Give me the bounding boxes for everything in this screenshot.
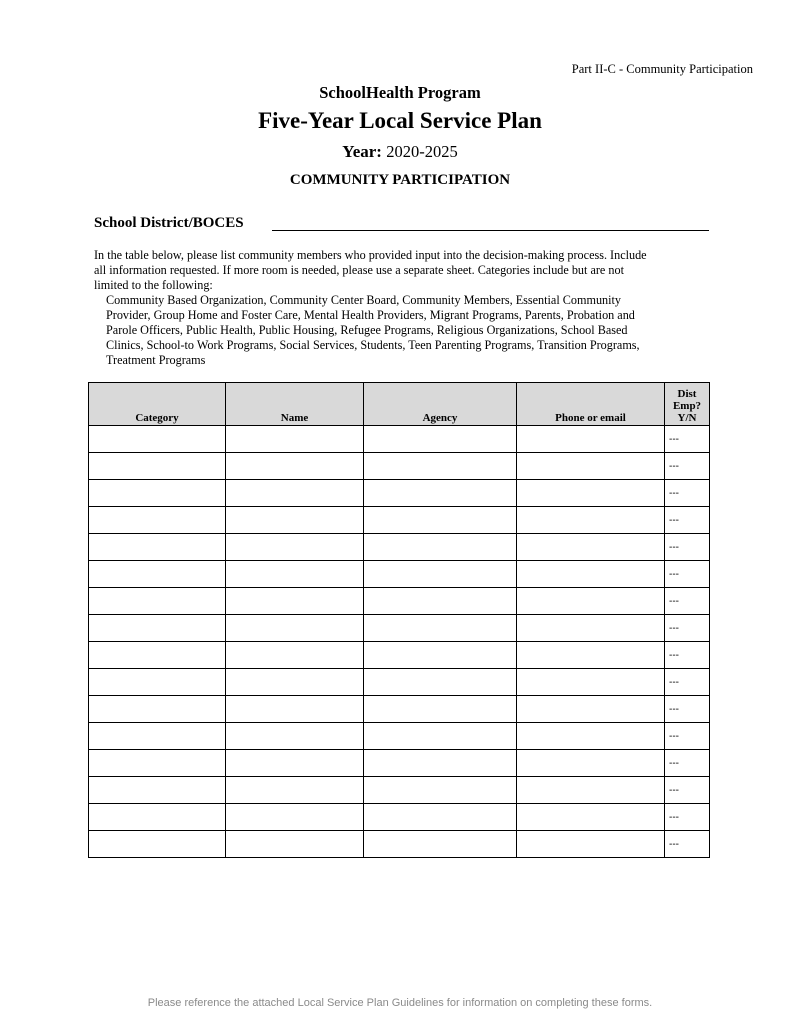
category-cell[interactable] [89,615,226,642]
contact-cell[interactable] [517,534,665,561]
footer-note: Please reference the attached Local Service Plan Guidelines for information on completing these forms. [147,997,653,1009]
contact-cell[interactable] [517,561,665,588]
table-row [89,426,710,453]
table-row [89,669,710,696]
category-cell[interactable] [89,507,226,534]
agency-cell[interactable] [364,507,517,534]
dist-emp-header-line1: Dist [677,388,697,400]
instructions [94,248,704,368]
dist-emp-select[interactable]: --- [665,480,710,507]
agency-cell[interactable] [364,615,517,642]
contact-cell[interactable] [517,615,665,642]
dist-emp-select[interactable]: --- [665,669,710,696]
agency-cell[interactable] [364,750,517,777]
name-cell[interactable] [226,561,364,588]
instruction-line: limited to the following: [94,278,213,292]
column-header-dist-emp [665,383,710,426]
category-cell[interactable] [89,750,226,777]
agency-cell[interactable] [364,588,517,615]
name-cell[interactable] [226,723,364,750]
categories-line: Provider, Group Home and Foster Care, Mental Health Providers, Migrant Programs, Parents, Probation and [106,308,635,322]
name-cell[interactable] [226,534,364,561]
name-cell[interactable] [226,669,364,696]
category-cell[interactable] [89,723,226,750]
contact-cell[interactable] [517,507,665,534]
name-cell[interactable] [226,480,364,507]
dist-emp-select[interactable]: --- [665,534,710,561]
agency-cell[interactable] [364,669,517,696]
agency-cell[interactable] [364,642,517,669]
categories-line: Parole Officers, Public Health, Public Housing, Refugee Programs, Religious Organizations, School Based [106,323,628,337]
contact-cell[interactable] [517,696,665,723]
table-row [89,777,710,804]
dist-emp-select[interactable]: --- [665,588,710,615]
contact-cell[interactable] [517,750,665,777]
program-title: SchoolHealth Program [319,83,481,102]
dist-emp-select[interactable]: --- [665,507,710,534]
district-label: School District/BOCES [94,215,244,231]
dist-emp-select[interactable]: --- [665,561,710,588]
dist-emp-select[interactable]: --- [665,453,710,480]
name-cell[interactable] [226,804,364,831]
instruction-line: In the table below, please list community members who provided input into the decision-making process. Include [94,248,647,262]
category-cell[interactable] [89,777,226,804]
name-cell[interactable] [226,777,364,804]
dist-emp-select[interactable]: --- [665,723,710,750]
contact-cell[interactable] [517,669,665,696]
agency-cell[interactable] [364,777,517,804]
table-row [89,453,710,480]
dist-emp-select[interactable]: --- [665,831,710,858]
category-cell[interactable] [89,804,226,831]
dist-emp-select[interactable]: --- [665,426,710,453]
table-row [89,507,710,534]
dist-emp-select[interactable]: --- [665,642,710,669]
categories-line: Community Based Organization, Community Center Board, Community Members, Essential Community [106,293,621,307]
dist-emp-header-line2: Emp? [672,400,702,412]
name-cell[interactable] [226,750,364,777]
category-cell[interactable] [89,588,226,615]
name-cell[interactable] [226,831,364,858]
table-header-row [89,383,710,426]
table-row [89,615,710,642]
name-cell[interactable] [226,615,364,642]
dist-emp-header-line3: Y/N [677,412,697,424]
instruction-line: all information requested. If more room is needed, please use a separate sheet. Categories include but are not [94,263,624,277]
name-cell[interactable] [226,696,364,723]
agency-cell[interactable] [364,831,517,858]
categories-line: Clinics, School-to Work Programs, Social Services, Students, Teen Parenting Programs, Transition Programs, [106,338,640,352]
table-row [89,588,710,615]
table-row [89,696,710,723]
year-row [0,142,800,162]
name-cell[interactable] [226,507,364,534]
dist-emp-select[interactable]: --- [665,750,710,777]
year-value: 2020-2025 [386,142,458,161]
dist-emp-select[interactable]: --- [665,804,710,831]
section-title: COMMUNITY PARTICIPATION [289,172,511,188]
agency-cell[interactable] [364,426,517,453]
table-row [89,750,710,777]
category-cell[interactable] [89,696,226,723]
participation-table [88,382,710,858]
column-header-agency: Agency [364,383,517,426]
table-row [89,642,710,669]
agency-cell[interactable] [364,804,517,831]
name-cell[interactable] [226,426,364,453]
dist-emp-select[interactable]: --- [665,696,710,723]
contact-cell[interactable] [517,642,665,669]
column-header-name: Name [226,383,364,426]
agency-cell[interactable] [364,696,517,723]
category-cell[interactable] [89,453,226,480]
contact-cell[interactable] [517,480,665,507]
contact-cell[interactable] [517,804,665,831]
part-label: Part II-C - Community Participation [571,62,753,76]
contact-cell[interactable] [517,723,665,750]
agency-cell[interactable] [364,534,517,561]
category-cell[interactable] [89,561,226,588]
column-header-category: Category [89,383,226,426]
agency-cell[interactable] [364,480,517,507]
name-cell[interactable] [226,453,364,480]
table-row [89,561,710,588]
contact-cell[interactable] [517,777,665,804]
plan-title: Five-Year Local Service Plan [258,108,542,133]
table-row [89,723,710,750]
categories-line: Treatment Programs [106,353,206,367]
table-row [89,804,710,831]
agency-cell[interactable] [364,561,517,588]
table-row [89,480,710,507]
table-row [89,534,710,561]
category-cell[interactable] [89,480,226,507]
year-label: Year: [342,142,382,161]
name-cell[interactable] [226,588,364,615]
agency-cell[interactable] [364,453,517,480]
district-input-line[interactable] [272,230,709,231]
category-cell[interactable] [89,669,226,696]
name-cell[interactable] [226,642,364,669]
contact-cell[interactable] [517,588,665,615]
contact-cell[interactable] [517,831,665,858]
contact-cell[interactable] [517,426,665,453]
category-cell[interactable] [89,426,226,453]
table-row [89,831,710,858]
dist-emp-select[interactable]: --- [665,777,710,804]
agency-cell[interactable] [364,723,517,750]
column-header-contact: Phone or email [517,383,665,426]
dist-emp-select[interactable]: --- [665,615,710,642]
contact-cell[interactable] [517,453,665,480]
category-cell[interactable] [89,831,226,858]
category-cell[interactable] [89,642,226,669]
category-cell[interactable] [89,534,226,561]
